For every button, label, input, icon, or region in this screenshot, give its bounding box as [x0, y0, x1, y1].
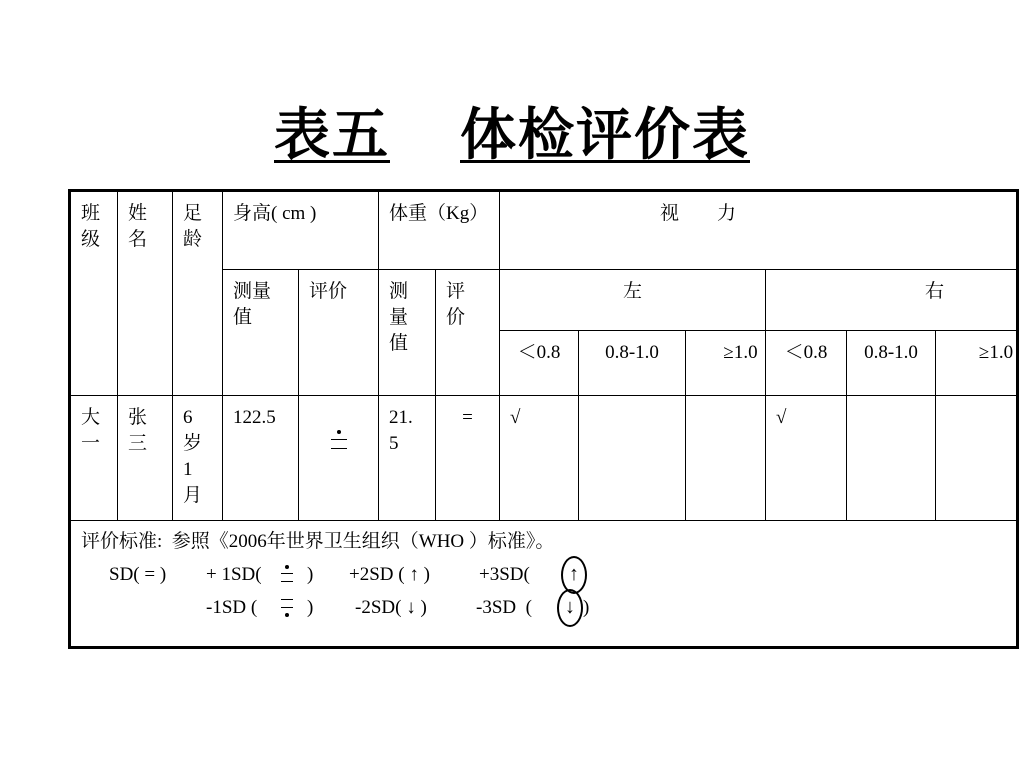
header-weight-measure: 测量值	[379, 270, 436, 396]
exam-table	[68, 189, 1019, 649]
table-row	[70, 396, 1018, 521]
header-age: 足龄	[173, 191, 223, 396]
header-class: 班级	[70, 191, 118, 396]
cell-right-lt: √	[766, 396, 847, 521]
header-left-eye: 左	[500, 270, 766, 331]
header-left-ge: ≥1.0	[686, 331, 766, 396]
plus3sd-circled-up-arrow-icon: ↑	[561, 556, 587, 594]
legend-intro: 评价标准: 参照《2006年世界卫生组织（WHO ）标准》。	[81, 531, 555, 552]
header-height-eval: 评价	[299, 270, 379, 396]
cell-weight-eval: =	[436, 396, 500, 521]
legend-plus1-suffix: )	[307, 564, 314, 585]
plus1sd-legend-symbol	[279, 565, 295, 587]
header-right-ge: ≥1.0	[936, 331, 1018, 396]
header-height-measure: 测量值	[223, 270, 299, 396]
legend-plus1-prefix: + 1SD(	[206, 564, 262, 585]
legend-minus2: -2SD( ↓ )	[355, 597, 427, 618]
legend-plus2: +2SD ( ↑ )	[349, 564, 430, 585]
cell-height-value: 122.5	[223, 396, 299, 521]
header-weight-eval: 评价	[436, 270, 500, 396]
title-part2: 体检评价表	[460, 105, 750, 167]
legend-plus3-prefix: +3SD(	[479, 564, 530, 585]
legend-plus-row	[81, 562, 1016, 595]
header-left-lt: ＜0.8	[500, 331, 579, 396]
legend-minus3-prefix: -3SD (	[476, 597, 532, 618]
header-weight: 体重（Kg）	[379, 191, 500, 270]
header-right-eye: 右	[766, 270, 1018, 331]
cell-name: 张三	[118, 396, 173, 521]
cell-class: 大一	[70, 396, 118, 521]
minus3sd-circled-down-arrow-icon: ↓	[557, 589, 583, 627]
cell-left-ge	[686, 396, 766, 521]
cell-right-ge	[936, 396, 1018, 521]
page-title	[0, 96, 1024, 176]
legend-sd-eq: SD( = )	[109, 564, 167, 585]
header-right-lt: ＜0.8	[766, 331, 847, 396]
cell-height-eval	[299, 396, 379, 521]
header-vision-label: 视 力	[660, 203, 737, 224]
cell-left-mid	[579, 396, 686, 521]
title-part1: 表五	[274, 105, 390, 167]
header-right-mid: 0.8-1.0	[847, 331, 936, 396]
header-vision	[500, 191, 1018, 270]
cell-weight-value: 21.5	[379, 396, 436, 521]
legend-minus3-suffix: )	[583, 597, 590, 618]
evaluation-legend	[70, 521, 1018, 648]
header-left-mid: 0.8-1.0	[579, 331, 686, 396]
header-name: 姓名	[118, 191, 173, 396]
cell-right-mid	[847, 396, 936, 521]
header-height: 身高( cm )	[223, 191, 379, 270]
minus1sd-legend-symbol	[279, 598, 295, 620]
cell-age: 6岁1月	[173, 396, 223, 521]
legend-minus1-suffix: )	[307, 597, 314, 618]
legend-minus1-prefix: -1SD (	[206, 597, 258, 618]
plus1sd-symbol	[329, 430, 349, 454]
legend-minus-row	[81, 595, 1016, 628]
cell-left-lt: √	[500, 396, 579, 521]
